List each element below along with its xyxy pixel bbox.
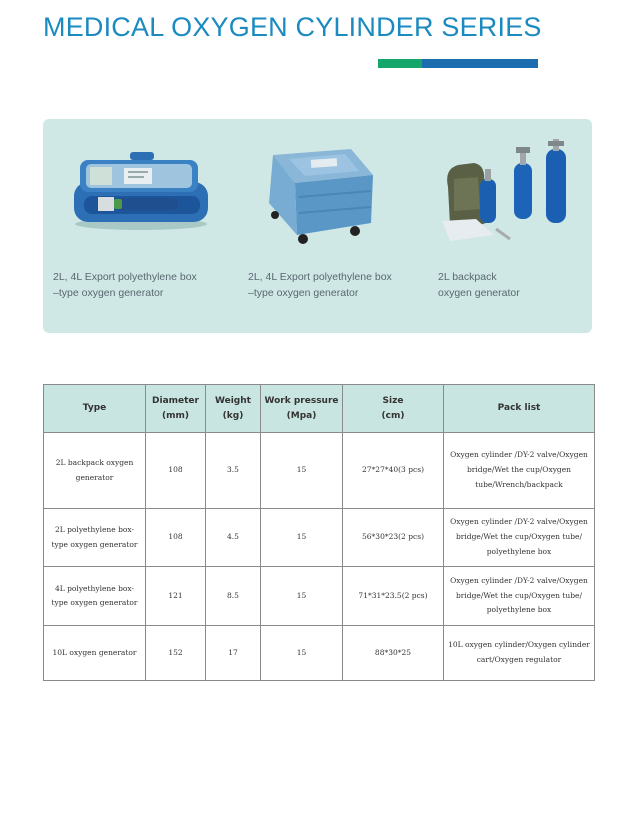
table-cell: 121 xyxy=(146,567,206,626)
table-cell: 88*30*25 xyxy=(343,626,444,681)
spec-table xyxy=(43,384,595,681)
table-row xyxy=(44,626,595,681)
column-header: Type xyxy=(44,385,146,433)
closed-blue-box-image xyxy=(255,145,377,247)
column-header: Work pressure (Mpa) xyxy=(261,385,343,433)
table-cell: 27*27*40(3 pcs) xyxy=(343,433,444,509)
product-caption xyxy=(438,269,520,301)
product-caption xyxy=(53,269,197,301)
table-row xyxy=(44,509,595,567)
column-header: Weight (kg) xyxy=(206,385,261,433)
table-cell: 17 xyxy=(206,626,261,681)
table-cell: 152 xyxy=(146,626,206,681)
table-cell: 10L oxygen generator xyxy=(44,626,146,681)
table-cell: 15 xyxy=(261,433,343,509)
table-cell: 108 xyxy=(146,433,206,509)
table-cell: 4L polyethylene box-type oxygen generator xyxy=(44,567,146,626)
caption-line: –type oxygen generator xyxy=(53,287,164,299)
blue-case-with-cylinder-image xyxy=(70,152,212,232)
page-title: MEDICAL OXYGEN CYLINDER SERIES xyxy=(43,12,542,42)
table-cell: 15 xyxy=(261,509,343,567)
table-header-row xyxy=(44,385,595,433)
table-cell: Oxygen cylinder /DY-2 valve/Oxygen bridge/Wet the cup/Oxygen tube/ polyethylene box xyxy=(444,509,595,567)
accent-bar-blue xyxy=(422,59,538,68)
backpack-and-cylinders-image xyxy=(436,139,571,249)
table-cell: 2L backpack oxygen generator xyxy=(44,433,146,509)
caption-line: –type oxygen generator xyxy=(248,287,359,299)
table-cell: 4.5 xyxy=(206,509,261,567)
caption-line: oxygen generator xyxy=(438,287,520,299)
table-cell: 2L polyethylene box-type oxygen generator xyxy=(44,509,146,567)
caption-line: 2L, 4L Export polyethylene box xyxy=(248,271,392,283)
caption-line: 2L backpack xyxy=(438,271,497,283)
table-cell: 15 xyxy=(261,567,343,626)
caption-line: 2L, 4L Export polyethylene box xyxy=(53,271,197,283)
table-cell: 108 xyxy=(146,509,206,567)
table-cell: 8.5 xyxy=(206,567,261,626)
table-cell: 71*31*23.5(2 pcs) xyxy=(343,567,444,626)
accent-bar-green xyxy=(378,59,422,68)
table-row xyxy=(44,433,595,509)
table-cell: 15 xyxy=(261,626,343,681)
column-header: Pack list xyxy=(444,385,595,433)
product-panel xyxy=(43,119,592,333)
table-cell: Oxygen cylinder /DY-2 valve/Oxygen bridge/Wet the cup/Oxygen tube/ polyethylene box xyxy=(444,567,595,626)
product-caption xyxy=(248,269,392,301)
column-header: Size (cm) xyxy=(343,385,444,433)
table-cell: 3.5 xyxy=(206,433,261,509)
table-cell: Oxygen cylinder /DY-2 valve/Oxygen bridge/Wet the cup/Oxygen tube/Wrench/backpack xyxy=(444,433,595,509)
table-cell: 10L oxygen cylinder/Oxygen cylinder cart/Oxygen regulator xyxy=(444,626,595,681)
table-row xyxy=(44,567,595,626)
column-header: Diameter (mm) xyxy=(146,385,206,433)
table-cell: 56*30*23(2 pcs) xyxy=(343,509,444,567)
